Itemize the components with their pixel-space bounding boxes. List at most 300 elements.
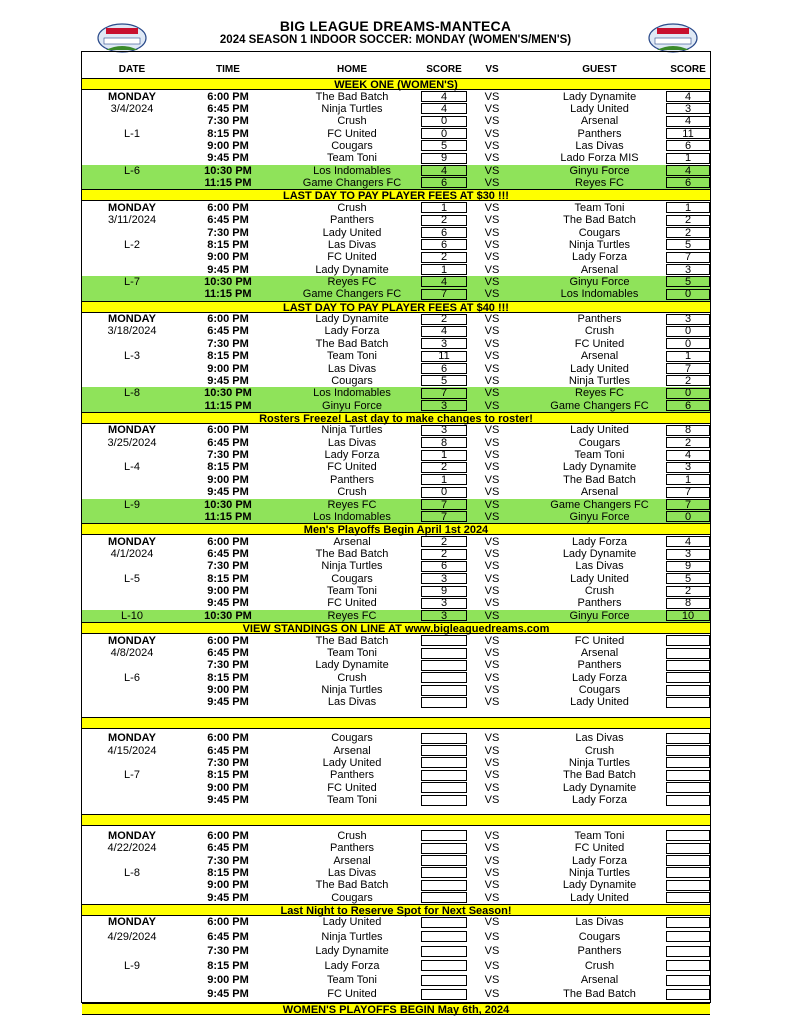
table-row [82,486,710,498]
time-cell: 8:15 PM [207,461,249,474]
time-cell: 9:00 PM [207,781,249,794]
time-cell: 9:00 PM [207,684,249,697]
time-cell: 10:30 PM [204,387,252,400]
vs-label: VS [484,226,500,239]
date-cell: MONDAY [108,201,156,214]
table-row [82,757,710,769]
date-cell: L-10 [120,609,144,622]
home-score-box [421,685,467,696]
home-team: Cougars [331,891,373,904]
table-row [82,892,710,904]
vs-label: VS [484,263,500,276]
vs-label: VS [484,842,500,855]
vs-label: VS [484,115,500,128]
date-cell: MONDAY [108,634,156,647]
guest-team: Cougars [578,226,621,239]
guest-score: 0 [684,288,692,301]
guest-team: Game Changers FC [550,399,649,412]
date-cell: L-7 [124,769,140,782]
guest-team: Crush [584,585,615,598]
guest-score-box [666,745,710,756]
notice-banner: Men's Playoffs Begin April 1st 2024 [82,523,710,535]
vs-label: VS [484,916,500,929]
vs-label: VS [484,399,500,412]
home-score-box [421,843,467,854]
guest-team: The Bad Batch [563,988,636,1001]
notice-banner: VIEW STANDINGS ON LINE AT www.bigleaguedreams.com [82,622,710,634]
home-team: Cougars [331,732,373,745]
home-score-box [421,782,467,793]
table-row [82,202,710,214]
vs-label: VS [484,891,500,904]
table-row [82,449,710,461]
guest-score-box [666,843,710,854]
home-score-box [421,745,467,756]
guest-score-box [666,733,710,744]
home-score-box [421,795,467,806]
guest-score: 7 [684,251,692,264]
home-team: Lady United [322,756,382,769]
home-score: 6 [440,238,448,251]
time-cell: 9:45 PM [207,696,249,709]
guest-score-box [666,635,710,646]
guest-team: FC United [574,634,625,647]
guest-team: Game Changers FC [550,498,649,511]
home-team: Team Toni [327,974,377,987]
guest-team: Arsenal [580,486,619,499]
time-cell: 9:45 PM [207,988,249,1001]
time-cell: 6:00 PM [207,634,249,647]
home-team: Los Indomables [313,387,391,400]
guest-team: Cougars [578,684,621,697]
schedule-table [81,51,711,1016]
table-row [82,152,710,164]
date-cell: L-5 [124,572,140,585]
home-score: 0 [440,127,448,140]
home-score-box [421,880,467,891]
table-row [82,276,710,288]
vs-label: VS [484,374,500,387]
guest-team: Cougars [578,930,621,943]
home-team: Lady Forza [324,449,380,462]
home-score-box [421,830,467,841]
guest-score-box [666,697,710,708]
home-score: 5 [440,139,448,152]
table-row [82,782,710,794]
guest-score-box [666,672,710,683]
date-cell: L-9 [124,498,140,511]
vs-label: VS [484,486,500,499]
table-row [82,610,710,622]
guest-score: 0 [684,387,692,400]
guest-team: Reyes FC [575,176,624,189]
time-cell: 8:15 PM [207,769,249,782]
table-row [82,794,710,806]
guest-score: 11 [682,127,694,140]
vs-label: VS [484,449,500,462]
guest-team: Ninja Turtles [568,374,631,387]
table-row [82,647,710,659]
date-cell: L-8 [124,387,140,400]
guest-score-box [666,795,710,806]
date-cell: 4/1/2024 [110,548,154,561]
home-team: Ninja Turtles [321,424,383,437]
table-row [82,375,710,387]
date-cell: 4/22/2024 [107,842,157,855]
table-row [82,974,710,988]
guest-team: Lady Dynamite [562,548,637,561]
guest-team: Los Indomables [560,288,639,301]
guest-score-box [666,782,710,793]
table-row [82,239,710,251]
guest-team: Lady United [570,102,629,115]
vs-label: VS [484,659,500,672]
date-cell: MONDAY [108,535,156,548]
guest-team: Panthers [577,313,622,326]
home-score: 4 [440,90,448,103]
vs-label: VS [484,585,500,598]
vs-label: VS [484,930,500,943]
guest-team: Team Toni [574,829,625,842]
home-team: Reyes FC [327,275,377,288]
guest-team: Panthers [577,597,622,610]
guest-score: 2 [684,585,692,598]
table-row [82,128,710,140]
home-score: 4 [440,164,448,177]
home-score: 5 [440,374,448,387]
guest-score: 1 [684,201,692,214]
vs-label: VS [484,275,500,288]
home-team: Las Divas [327,696,377,709]
guest-score: 3 [684,263,692,276]
notice-banner [82,814,710,826]
home-score: 4 [440,275,448,288]
time-cell: 6:45 PM [207,744,249,757]
table-row [82,830,710,842]
guest-team: Arsenal [580,647,619,659]
date-cell: MONDAY [108,424,156,437]
home-score: 1 [440,473,448,486]
table-row [82,769,710,781]
vs-label: VS [484,251,500,264]
date-cell: 3/4/2024 [110,102,154,115]
table-row [82,931,710,945]
vs-label: VS [484,535,500,548]
home-score: 2 [440,535,448,548]
vs-label: VS [484,945,500,958]
guest-team: Ninja Turtles [568,756,631,769]
home-team: FC United [327,988,377,1001]
home-score: 6 [440,560,448,573]
time-cell: 10:30 PM [204,275,252,288]
guest-score: 1 [684,473,692,486]
table-row [82,696,710,708]
vs-label: VS [484,362,500,375]
home-score: 1 [440,263,448,276]
vs-label: VS [484,769,500,782]
guest-score-box [666,946,710,957]
time-cell: 6:00 PM [207,732,249,745]
home-team: Lady Dynamite [315,659,389,672]
guest-team: Panthers [577,127,622,140]
guest-score: 7 [684,498,692,511]
guest-team: Lady United [570,362,629,375]
guest-team: Team Toni [574,201,625,214]
home-team: Lady Dynamite [315,263,389,276]
guest-score: 3 [684,461,692,474]
notice-banner: LAST DAY TO PAY PLAYER FEES AT $30 !!! [82,189,710,201]
time-cell: 9:00 PM [207,139,249,152]
table-row [82,536,710,548]
home-score: 6 [440,176,448,189]
vs-label: VS [484,152,500,165]
home-score-box [421,672,467,683]
guest-score: 2 [684,214,692,227]
table-row [82,400,710,412]
table-row [82,499,710,511]
table-row [82,288,710,300]
home-score: 0 [440,115,448,128]
guest-score: 0 [684,325,692,338]
guest-team: FC United [574,337,625,350]
home-score-box [421,733,467,744]
time-cell: 8:15 PM [207,671,249,684]
date-cell: L-3 [124,350,140,363]
home-team: Game Changers FC [302,176,402,189]
vs-label: VS [484,609,500,622]
time-cell: 6:00 PM [207,90,249,103]
home-team: Panthers [329,214,375,227]
guest-team: Cougars [578,436,621,449]
home-team: Lady Forza [324,959,380,972]
guest-score-box [666,880,710,891]
guest-team: The Bad Batch [563,473,636,486]
guest-team: Lady Forza [571,854,628,867]
guest-team: Lady United [570,572,629,585]
vs-label: VS [484,288,500,301]
home-score: 3 [440,337,448,350]
table-row [82,91,710,103]
guest-team: Crush [584,744,615,757]
time-cell: 8:15 PM [207,959,249,972]
home-score: 7 [440,498,448,511]
guest-team: Ginyu Force [569,164,630,177]
table-row [82,855,710,867]
guest-score: 3 [684,548,692,561]
table-row [82,437,710,449]
time-cell: 7:30 PM [207,115,249,128]
table-row [82,659,710,671]
home-team: Las Divas [327,436,377,449]
home-team: FC United [327,127,377,140]
guest-score: 7 [684,362,692,375]
notice-banner: WOMEN'S PLAYOFFS BEGIN May 6th, 2024 [82,1003,710,1015]
guest-team: Arsenal [580,350,619,363]
guest-score-box [666,830,710,841]
time-cell: 8:15 PM [207,572,249,585]
home-team: Los Indomables [313,510,391,523]
table-row [82,635,710,647]
time-cell: 7:30 PM [207,756,249,769]
time-cell: 10:30 PM [204,498,252,511]
vs-label: VS [484,313,500,326]
guest-score: 8 [684,424,692,437]
guest-score-box [666,867,710,878]
vs-label: VS [484,548,500,561]
time-cell: 7:30 PM [207,226,249,239]
guest-score: 2 [684,226,692,239]
guest-score: 4 [684,449,692,462]
table-row [82,350,710,362]
home-team: Ninja Turtles [321,102,383,115]
home-score: 1 [440,449,448,462]
guest-score-box [666,770,710,781]
table-row [82,960,710,974]
time-cell: 10:30 PM [204,164,252,177]
time-cell: 11:15 PM [204,176,252,189]
guest-score: 6 [684,139,692,152]
vs-label: VS [484,139,500,152]
guest-score: 0 [684,337,692,350]
table-row [82,732,710,744]
home-team: Arsenal [333,535,371,548]
home-score: 11 [438,350,450,363]
vs-label: VS [484,879,500,892]
date-cell: MONDAY [108,916,156,929]
home-team: Panthers [329,473,375,486]
guest-score: 1 [684,152,692,165]
guest-team: The Bad Batch [563,214,636,227]
guest-team: The Bad Batch [563,769,636,782]
home-team: FC United [327,251,377,264]
home-team: Arsenal [333,744,371,757]
guest-score-box [666,892,710,903]
vs-label: VS [484,974,500,987]
home-score: 9 [440,585,448,598]
vs-label: VS [484,350,500,363]
notice-banner: Last Night to Reserve Spot for Next Season! [82,904,710,916]
home-score-box [421,867,467,878]
home-team: Cougars [331,139,373,152]
date-cell: L-6 [124,671,140,684]
time-cell: 7:30 PM [207,945,249,958]
time-cell: 11:15 PM [204,288,252,301]
vs-label: VS [484,756,500,769]
home-team: Las Divas [327,866,377,879]
guest-team: Lady Dynamite [562,461,637,474]
vs-label: VS [484,176,500,189]
guest-score: 3 [684,102,692,115]
home-score-box [421,697,467,708]
vs-label: VS [484,337,500,350]
guest-score: 4 [684,115,692,128]
table-row [82,597,710,609]
date-cell: 3/18/2024 [107,325,157,338]
vs-label: VS [484,634,500,647]
guest-team: Ginyu Force [569,510,630,523]
table-row [82,227,710,239]
home-score: 1 [440,201,448,214]
home-score-box [421,648,467,659]
time-cell: 8:15 PM [207,350,249,363]
vs-label: VS [484,829,500,842]
notice-banner: Rosters Freeze! Last day to make changes to roster! [82,412,710,424]
time-cell: 6:45 PM [207,436,249,449]
home-score: 0 [440,486,448,499]
vs-label: VS [484,498,500,511]
home-score: 3 [440,609,448,622]
week-banner: WEEK ONE (WOMEN'S) [82,78,710,90]
guest-score: 0 [684,510,692,523]
home-score: 7 [440,510,448,523]
home-team: Panthers [329,769,375,782]
home-score-box [421,917,467,928]
vs-label: VS [484,325,500,338]
guest-team: Lady Forza [571,794,628,806]
vs-label: VS [484,387,500,400]
vs-label: VS [484,572,500,585]
home-score-box [421,892,467,903]
date-cell: MONDAY [108,829,156,842]
time-cell: 9:00 PM [207,879,249,892]
time-cell: 6:00 PM [207,829,249,842]
table-row [82,264,710,276]
time-cell: 9:00 PM [207,473,249,486]
date-cell: L-2 [124,238,140,251]
guest-score: 8 [684,597,692,610]
vs-label: VS [484,781,500,794]
home-team: Reyes FC [327,498,377,511]
time-cell: 6:00 PM [207,916,249,929]
guest-score: 5 [684,572,692,585]
home-team: Las Divas [327,362,377,375]
home-team: The Bad Batch [315,879,389,892]
home-team: Game Changers FC [302,288,402,301]
home-team: Cougars [331,572,373,585]
guest-team: Lady Forza [571,251,628,264]
table-row [82,251,710,263]
time-cell: 10:30 PM [204,609,252,622]
table-row [82,879,710,891]
home-score-box [421,975,467,986]
table-row [82,945,710,959]
home-team: The Bad Batch [315,548,389,561]
time-cell: 9:45 PM [207,891,249,904]
time-cell: 9:00 PM [207,251,249,264]
guest-score-box [666,648,710,659]
home-score: 3 [440,424,448,437]
home-team: The Bad Batch [315,634,389,647]
guest-team: Crush [584,959,615,972]
home-team: Team Toni [327,647,377,659]
vs-label: VS [484,436,500,449]
table-row [82,867,710,879]
home-score-box [421,946,467,957]
home-team: The Bad Batch [315,337,389,350]
home-team: Crush [337,115,367,128]
home-score: 6 [440,226,448,239]
guest-team: Crush [584,325,615,338]
date-cell: 3/25/2024 [107,436,157,449]
vs-label: VS [484,461,500,474]
table-row [82,672,710,684]
time-cell: 8:15 PM [207,238,249,251]
guest-score-box [666,975,710,986]
home-team: Las Divas [327,238,377,251]
time-cell: 7:30 PM [207,854,249,867]
guest-team: Lady United [570,696,629,709]
table-row [82,585,710,597]
